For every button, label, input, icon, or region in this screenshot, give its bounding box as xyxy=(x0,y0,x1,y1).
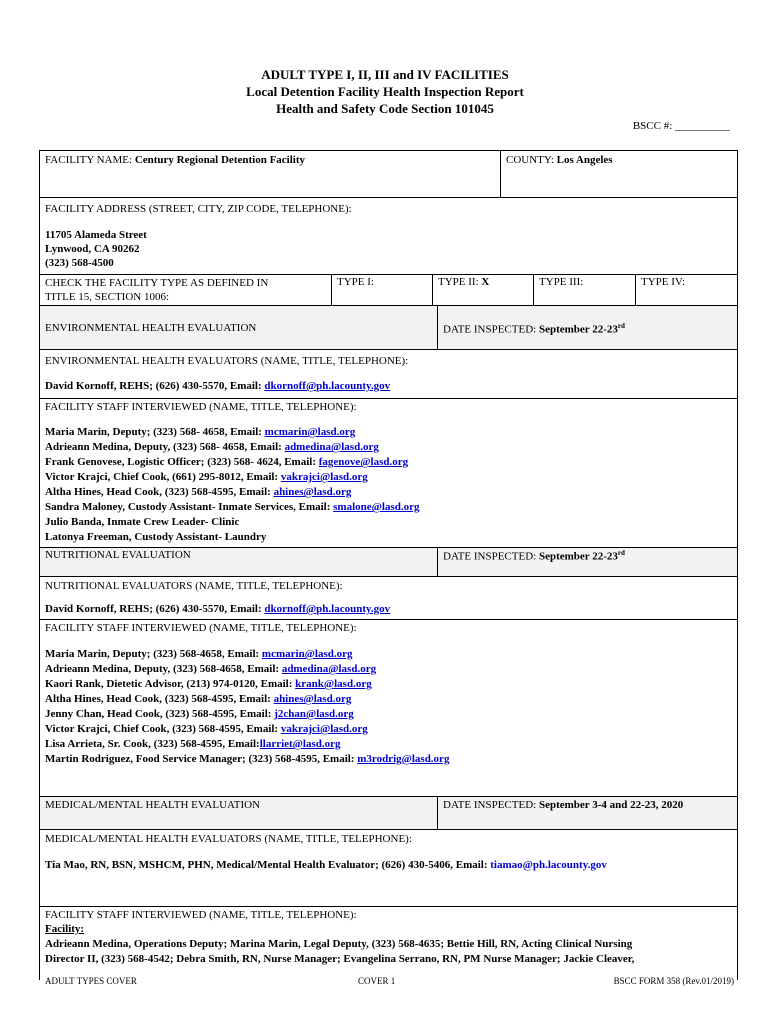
staff-member xyxy=(45,737,732,752)
staff-member xyxy=(45,485,732,500)
nutritional-evaluators-row xyxy=(40,577,737,620)
staff-email-link[interactable]: admedina@lasd.org xyxy=(284,441,379,453)
staff-member xyxy=(45,752,732,767)
medical-staff-line: Adrieann Medina, Operations Deputy; Marina Marin, Legal Deputy, (323) 568-4635; Bettie Hill, RN, Acting Clinical Nursing xyxy=(45,938,633,950)
medical-date-value: September 3-4 and 22-23, 2020 xyxy=(538,799,684,811)
staff-text: Maria Marin, Deputy; (323) 568-4658, Email: xyxy=(45,648,262,660)
medical-heading-row xyxy=(40,797,737,830)
nutritional-staff-label: FACILITY STAFF INTERVIEWED (NAME, TITLE, TELEPHONE): xyxy=(45,622,357,634)
staff-email-link[interactable]: mcmarin@lasd.org xyxy=(261,648,353,660)
title-line-1: ADULT TYPE I, II, III and IV FACILITIES xyxy=(261,67,509,82)
medical-staff-row xyxy=(40,907,737,987)
facility-heading: Facility: xyxy=(45,923,85,935)
evaluator-email-link[interactable]: tiamao@ph.lacounty.gov xyxy=(490,859,607,871)
staff-email-link[interactable]: krank@lasd.org xyxy=(295,678,372,690)
facility-type-row xyxy=(40,274,737,306)
medical-evaluator xyxy=(45,858,732,873)
address-line: Lynwood, CA 90262 xyxy=(45,243,140,255)
environmental-evaluators-cell xyxy=(40,350,737,398)
staff-email-link[interactable]: llarriet@lasd.org xyxy=(259,738,341,750)
staff-member xyxy=(45,470,732,485)
nutritional-date-label: DATE INSPECTED: xyxy=(443,550,537,563)
medical-label-cell xyxy=(40,797,437,829)
facility-type-label-cell xyxy=(40,275,331,305)
address-cell xyxy=(40,198,737,274)
staff-member xyxy=(45,500,732,515)
facility-name-label: FACILITY NAME: xyxy=(45,154,133,166)
staff-email-link[interactable]: vakrajci@lasd.org xyxy=(280,471,368,483)
type-1-label: TYPE I: xyxy=(337,276,374,288)
evaluator-email-link[interactable]: dkornoff@ph.lacounty.gov xyxy=(264,603,391,615)
nutritional-section-label: NUTRITIONAL EVALUATION xyxy=(45,549,191,561)
staff-text: Altha Hines, Head Cook, (323) 568-4595, Email: xyxy=(45,486,274,498)
facility-name-row xyxy=(40,151,737,198)
staff-email-link[interactable]: vakrajci@lasd.org xyxy=(280,723,368,735)
medical-section-label: MEDICAL/MENTAL HEALTH EVALUATION xyxy=(45,799,261,811)
type-2-check-mark: X xyxy=(481,276,490,288)
inspection-form xyxy=(39,150,738,980)
nutritional-label-cell xyxy=(40,548,437,576)
staff-text: Frank Genovese, Logistic Officer; (323) 568- 4624, Email: xyxy=(45,456,319,468)
staff-member xyxy=(45,440,732,455)
nutritional-evaluator xyxy=(45,602,732,617)
type-2-cell[interactable] xyxy=(433,275,533,305)
county-value: Los Angeles xyxy=(556,154,613,166)
staff-text: Altha Hines, Head Cook, (323) 568-4595, Email: xyxy=(45,693,274,705)
environmental-label-cell xyxy=(40,306,437,349)
nutritional-date-value: September 22-23 xyxy=(538,550,618,563)
staff-email-link[interactable]: fagenove@lasd.org xyxy=(318,456,409,468)
staff-member xyxy=(45,677,732,692)
staff-member xyxy=(45,692,732,707)
staff-member xyxy=(45,455,732,470)
staff-member xyxy=(45,647,732,662)
footer-center: COVER 1 xyxy=(358,976,396,986)
nutritional-evaluators-cell xyxy=(40,577,737,619)
environmental-staff-row xyxy=(40,399,737,548)
footer-right: BSCC FORM 358 (Rev.01/2019) xyxy=(613,976,734,986)
staff-text: Maria Marin, Deputy; (323) 568- 4658, Email: xyxy=(45,426,265,438)
evaluator-email-link[interactable]: dkornoff@ph.lacounty.gov xyxy=(264,380,391,392)
staff-text: Lisa Arrieta, Sr. Cook, (323) 568-4595, Email: xyxy=(45,738,260,750)
environmental-evaluators-label: ENVIRONMENTAL HEALTH EVALUATORS (NAME, TITLE, TELEPHONE): xyxy=(45,355,409,367)
staff-text: Jenny Chan, Head Cook, (323) 568-4595, Email: xyxy=(45,708,275,720)
county-cell xyxy=(501,151,737,197)
address-line: (323) 568-4500 xyxy=(45,257,114,269)
county-label: COUNTY: xyxy=(506,154,554,166)
environmental-evaluators-row xyxy=(40,350,737,399)
bscc-number: BSCC #: __________ xyxy=(632,120,730,132)
evaluator-text: Tia Mao, RN, BSN, MSHCM, PHN, Medical/Mental Health Evaluator; (626) 430-5406, Email: xyxy=(45,859,491,871)
environmental-section-label: ENVIRONMENTAL HEALTH EVALUATION xyxy=(45,322,257,334)
staff-text: Adrieann Medina, Deputy, (323) 568-4658, Email: xyxy=(45,663,282,675)
staff-member xyxy=(45,425,732,440)
staff-email-link[interactable]: m3rodrig@lasd.org xyxy=(357,753,450,765)
medical-evaluators-cell xyxy=(40,830,737,906)
medical-staff-label: FACILITY STAFF INTERVIEWED (NAME, TITLE, TELEPHONE): xyxy=(45,909,357,921)
facility-type-label: TITLE 15, SECTION 1006: xyxy=(45,291,170,303)
nutritional-date-suffix: rd xyxy=(617,549,625,557)
staff-email-link[interactable]: smalone@lasd.org xyxy=(333,501,420,513)
nutritional-staff-cell xyxy=(40,620,737,796)
environmental-staff-cell xyxy=(40,399,737,547)
facility-address-row xyxy=(40,198,737,274)
environmental-staff-label: FACILITY STAFF INTERVIEWED (NAME, TITLE, TELEPHONE): xyxy=(45,401,357,413)
footer-left: ADULT TYPES COVER xyxy=(45,976,137,986)
medical-evaluators-row xyxy=(40,830,737,907)
staff-text: Victor Krajci, Chief Cook, (323) 568-4595, Email: xyxy=(45,723,281,735)
staff-text: Adrieann Medina, Deputy, (323) 568- 4658, Email: xyxy=(45,441,285,453)
staff-email-link[interactable]: mcmarin@lasd.org xyxy=(264,426,356,438)
environmental-heading-row xyxy=(40,306,737,350)
evaluator-text: David Kornoff, REHS; (626) 430-5570, Email: xyxy=(45,380,265,392)
nutritional-date-cell xyxy=(438,548,737,576)
environmental-date-cell xyxy=(438,306,737,349)
staff-member xyxy=(45,707,732,722)
type-4-cell[interactable] xyxy=(636,275,737,305)
staff-member xyxy=(45,662,732,677)
type-4-label: TYPE IV: xyxy=(641,276,686,288)
environmental-date-suffix: rd xyxy=(617,322,625,330)
evaluator-text: David Kornoff, REHS; (626) 430-5570, Email: xyxy=(45,603,265,615)
type-3-label: TYPE III: xyxy=(539,276,584,288)
medical-staff-cell xyxy=(40,907,737,987)
medical-date-label: DATE INSPECTED: xyxy=(443,799,537,811)
staff-email-link[interactable]: admedina@lasd.org xyxy=(281,663,377,675)
title-line-3: Health and Safety Code Section 101045 xyxy=(276,101,494,116)
staff-member xyxy=(45,530,732,545)
facility-name-value: Century Regional Detention Facility xyxy=(134,154,306,166)
staff-member xyxy=(45,515,732,530)
medical-date-cell xyxy=(438,797,737,829)
staff-text: Julio Banda, Inmate Crew Leader- Clinic xyxy=(45,516,240,528)
staff-text: Victor Krajci, Chief Cook, (661) 295-8012, Email: xyxy=(45,471,281,483)
type-3-cell[interactable] xyxy=(534,275,635,305)
staff-text: Sandra Maloney, Custody Assistant- Inmate Services, Email: xyxy=(45,501,334,513)
title-line-2: Local Detention Facility Health Inspection Report xyxy=(246,84,524,99)
nutritional-evaluators-label: NUTRITIONAL EVALUATORS (NAME, TITLE, TELEPHONE): xyxy=(45,580,343,592)
staff-text: Martin Rodriguez, Food Service Manager; (323) 568-4595, Email: xyxy=(45,753,358,765)
nutritional-heading-row xyxy=(40,548,737,577)
environmental-evaluator xyxy=(45,379,732,394)
staff-text: Kaori Rank, Dietetic Advisor, (213) 974-0120, Email: xyxy=(45,678,296,690)
facility-name-cell xyxy=(40,151,500,197)
staff-email-link[interactable]: j2chan@lasd.org xyxy=(274,708,354,720)
facility-type-label: CHECK THE FACILITY TYPE AS DEFINED IN xyxy=(45,277,269,289)
medical-evaluators-label: MEDICAL/MENTAL HEALTH EVALUATORS (NAME, TITLE, TELEPHONE): xyxy=(45,833,412,845)
staff-email-link[interactable]: ahines@lasd.org xyxy=(273,486,352,498)
medical-staff-line: Director II, (323) 568-4542; Debra Smith, RN, Nurse Manager; Evangelina Serrano, RN, PM Nurse Manager; Jackie Cleaver, xyxy=(45,953,635,965)
address-label: FACILITY ADDRESS (STREET, CITY, ZIP CODE, TELEPHONE): xyxy=(45,203,352,215)
nutritional-staff-row xyxy=(40,620,737,797)
environmental-date-value: September 22-23 xyxy=(538,323,618,336)
type-2-label: TYPE II: xyxy=(438,276,479,288)
staff-email-link[interactable]: ahines@lasd.org xyxy=(273,693,352,705)
address-line: 11705 Alameda Street xyxy=(45,229,147,241)
staff-text: Latonya Freeman, Custody Assistant- Laundry xyxy=(45,531,267,543)
environmental-date-label: DATE INSPECTED: xyxy=(443,323,537,336)
staff-member xyxy=(45,722,732,737)
type-1-cell[interactable] xyxy=(332,275,432,305)
